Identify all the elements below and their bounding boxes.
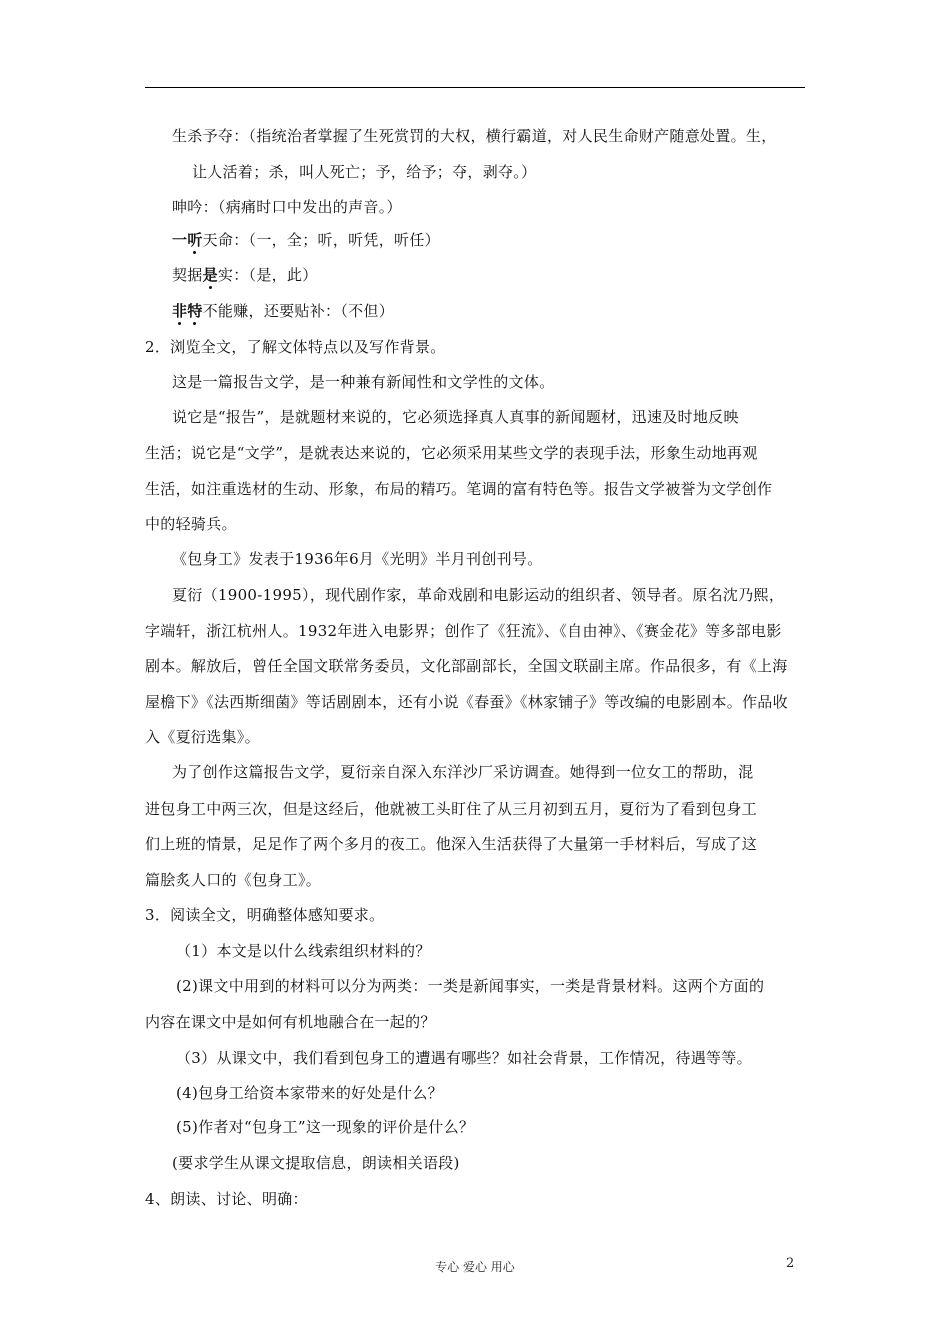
vocab-text: 契据 [172, 266, 203, 284]
paragraph: 入《夏衍选集》。 [145, 728, 260, 746]
paragraph: 说它是“报告”，是就题材来说的，它必须选择真人真事的新闻题材，迅速及时地反映 [172, 408, 739, 426]
dotted-key-char: 非 [172, 302, 188, 320]
paragraph: 屋檐下》《法西斯细菌》等话剧剧本，还有小说《春蚕》《林家铺子》等改编的电影剧本。作品收 [145, 693, 788, 711]
question-item: (2)课文中用到的材料可以分为两类：一类是新闻事实，一类是背景材料。这两个方面的 [176, 977, 765, 995]
key-char: 一 [172, 231, 188, 249]
footer-motto: 专心 爱心 用心 [435, 1260, 515, 1274]
dotted-key-char: 是 [202, 266, 218, 284]
paragraph: 中的轻骑兵。 [145, 515, 237, 533]
paragraph: 为了创作这篇报告文学，夏衍亲自深入东洋沙厂采访调查。她得到一位女工的帮助，混 [172, 763, 754, 781]
vocab-line-shengshayuduo-cont: 让人活着；杀，叫人死亡；予，给予；夺，剥夺。） [192, 163, 537, 181]
instruction-note: (要求学生从课文提取信息，朗读相关语段) [172, 1154, 460, 1172]
question-item: 内容在课文中是如何有机地融合在一起的？ [145, 1013, 436, 1031]
header-rule [145, 87, 805, 88]
question-item: (4)包身工给资本家带来的好处是什么？ [176, 1084, 443, 1102]
paragraph: 夏衍（1900-1995），现代剧作家，革命戏剧和电影运动的组织者、领导者。原名沈乃熙， [172, 586, 785, 604]
paragraph: 们上班的情景，足足作了两个多月的夜工。他深入生活获得了大量第一手材料后，写成了这 [145, 835, 758, 853]
vocab-text: 天命：（一，全；听，听凭，听任） [202, 231, 440, 249]
vocab-line-shengshayuduo: 生杀予夺：（指统治者掌握了生死赏罚的大权，横行霸道，对人民生命财产随意处置。生， [172, 127, 777, 145]
dotted-key-char: 特 [187, 302, 203, 320]
paragraph: 字端轩，浙江杭州人。1932年进入电影界；创作了《狂流》、《自由神》、《赛金花》等多部电影 [145, 622, 782, 640]
section-2-heading: 2．浏览全文，了解文体特点以及写作背景。 [145, 338, 446, 356]
vocab-line-qijushishi [172, 265, 318, 285]
paragraph: 《包身工》发表于1936年6月《光明》半月刊创刊号。 [172, 550, 543, 568]
question-item: (5)作者对“包身工”这一现象的评价是什么？ [176, 1118, 475, 1136]
question-item: （1）本文是以什么线索组织材料的？ [176, 942, 431, 960]
dotted-key-char: 听 [187, 231, 203, 249]
paragraph: 这是一篇报告文学，是一种兼有新闻性和文学性的文体。 [172, 373, 555, 391]
paragraph: 剧本。解放后，曾任全国文联常务委员，文化部副部长，全国文联副主席。作品很多，有《上海 [145, 657, 788, 675]
vocab-line-yitingtianming [172, 230, 440, 250]
paragraph: 进包身工中两三次，但是这经后，他就被工头盯住了从三月初到五月，夏衍为了看到包身工 [145, 800, 758, 818]
vocab-line-shenyin: 呻吟：（病痛时口中发出的声音。） [172, 198, 402, 216]
vocab-line-feite [172, 301, 394, 321]
paragraph: 生活；说它是“文学”，是就表达来说的，它必须采用某些文学的表现手法，形象生动地再观 [145, 444, 758, 462]
question-item: （3）从课文中，我们看到包身工的遭遇有哪些？如社会背景，工作情况，待遇等等。 [176, 1049, 752, 1067]
paragraph: 篇脍炙人口的《包身工》。 [145, 871, 322, 889]
page-number: 2 [786, 1256, 795, 1271]
vocab-text: 不能赚，还要贴补：（不但） [202, 302, 395, 320]
section-3-heading: 3．阅读全文，明确整体感知要求。 [145, 906, 385, 924]
section-4-heading: 4、朗读、讨论、明确： [145, 1190, 308, 1208]
paragraph: 生活，如注重选材的生动、形象，布局的精巧。笔调的富有特色等。报告文学被誉为文学创作 [145, 480, 773, 498]
vocab-text: 实：（是，此） [217, 266, 318, 284]
